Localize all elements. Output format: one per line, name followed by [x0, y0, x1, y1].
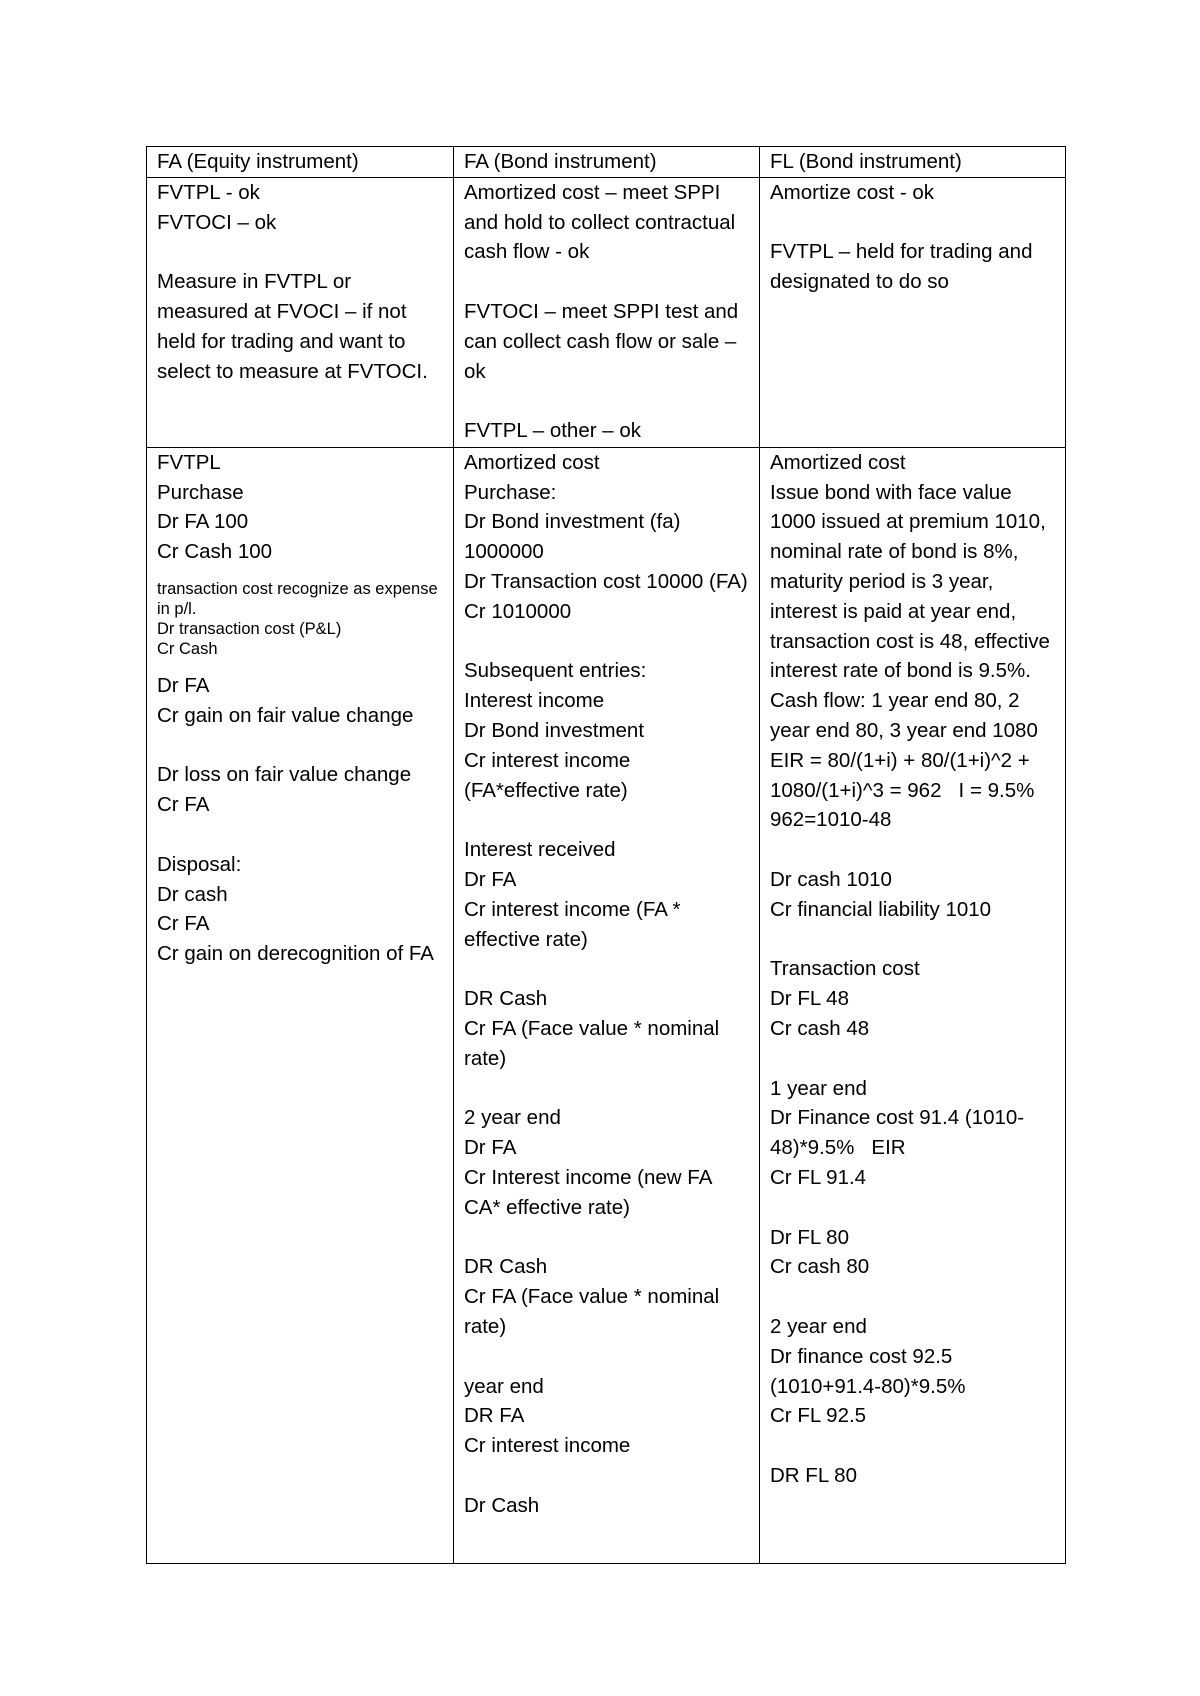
blank-line — [464, 627, 750, 657]
blank-line — [770, 1193, 1056, 1223]
blank-line — [770, 1282, 1056, 1312]
text-line: Cr 1010000 — [464, 599, 572, 623]
blank-line — [464, 386, 750, 416]
text-line: Dr cash — [157, 882, 228, 906]
header-row — [147, 147, 1066, 178]
text-line: Dr finance cost 92.5 (1010+91.4-80)*9.5% — [770, 1344, 966, 1398]
blank-line — [770, 925, 1056, 955]
text-line: Dr transaction cost (P&L) — [157, 619, 342, 638]
text-line: Amortize cost - ok — [770, 180, 935, 204]
text-line: Amortized cost — [464, 450, 600, 474]
text-line: DR FA — [464, 1404, 525, 1428]
text-line: Dr Bond investment (fa) 1000000 — [464, 510, 687, 564]
text-line: Cr cash 80 — [770, 1255, 870, 1279]
blank-line — [464, 1461, 750, 1491]
cell-equity-classification — [147, 177, 454, 447]
cell-equity-entries — [147, 447, 454, 1563]
text-line: FVTOCI – ok — [157, 210, 277, 234]
text-line: Transaction cost — [770, 957, 920, 981]
text-line: Cr FA — [157, 912, 210, 936]
blank-line — [157, 731, 444, 761]
text-line: FVTPL – held for trading and designated to do so — [770, 240, 1039, 294]
blank-line — [157, 820, 444, 850]
text-line: Cr interest income — [464, 1434, 631, 1458]
text-line: Subsequent entries: — [464, 659, 647, 683]
text-line: DR FL 80 — [770, 1463, 857, 1487]
text-line: Dr FA — [464, 867, 517, 891]
text-line: Cr Cash — [157, 639, 218, 658]
text-line: Dr FA — [464, 1136, 517, 1160]
text-line: 1 year end — [770, 1076, 867, 1100]
text-line: FVTPL – other – ok — [464, 419, 641, 443]
classification-row — [147, 177, 1066, 447]
text-line: (FA*effective rate) — [464, 778, 628, 802]
text-line: Issue bond with face value 1000 issued at premium 1010, nominal rate of bond is 8%, maturity period is 3 year, interest is paid at year end, transaction cost is 48, effective interest rate of bond is 9.5%. — [770, 480, 1056, 683]
blank-line — [464, 1074, 750, 1104]
entries-row — [147, 447, 1066, 1563]
text-line: year end — [464, 1374, 544, 1398]
blank-line — [770, 208, 1056, 238]
text-line: Dr cash 1010 — [770, 867, 892, 891]
blank-line — [464, 1342, 750, 1372]
blank-line — [770, 1431, 1056, 1461]
header-cell-fl-bond: FL (Bond instrument) — [760, 147, 1066, 178]
text-line: Cr Interest income (new FA CA* effective rate) — [464, 1165, 717, 1219]
text-line: Dr Bond investment — [464, 718, 645, 742]
text-line: DR Cash — [464, 987, 548, 1011]
text-line: Cr FL 92.5 — [770, 1404, 867, 1428]
text-line: Dr loss on fair value change — [157, 763, 412, 787]
text-line: Dr FL 80 — [770, 1225, 849, 1249]
text-line: Cr interest income — [464, 748, 631, 772]
cell-fa-bond-entries — [454, 447, 760, 1563]
text-line: Measure in FVTPL or measured at FVOCI – if not held for trading and want to select to measure at FVTOCI. — [157, 270, 428, 383]
text-line: FVTPL — [157, 450, 221, 474]
text-line: Dr Cash — [464, 1493, 540, 1517]
text-line: Purchase — [157, 480, 244, 504]
blank-line — [157, 237, 444, 267]
text-line: Cr cash 48 — [770, 1016, 870, 1040]
cell-fl-bond-entries — [760, 447, 1066, 1563]
text-line: Dr FA 100 — [157, 510, 249, 534]
text-line: Dr Transaction cost 10000 (FA) — [464, 569, 748, 593]
text-line: Interest income — [464, 689, 605, 713]
text-line: 2 year end — [770, 1314, 867, 1338]
blank-line — [464, 267, 750, 297]
text-line: Amortized cost – meet SPPI and hold to collect contractual cash flow - ok — [464, 180, 741, 264]
cell-fa-bond-classification — [454, 177, 760, 447]
accounting-table — [146, 146, 1066, 1564]
text-line: Cr FA — [157, 793, 210, 817]
blank-line — [770, 835, 1056, 865]
text-line: Cr Cash 100 — [157, 540, 273, 564]
text-line: Cr gain on derecognition of FA — [157, 942, 434, 966]
blank-line — [464, 805, 750, 835]
text-line: Cash flow: 1 year end 80, 2 year end 80, 3 year end 1080 — [770, 689, 1038, 742]
text-line: 2 year end — [464, 1106, 561, 1130]
header-cell-fa-bond: FA (Bond instrument) — [454, 147, 760, 178]
text-line: FVTOCI – meet SPPI test and can collect cash flow or sale – ok — [464, 299, 744, 383]
text-line: Dr Finance cost 91.4 (1010-48)*9.5% EIR — [770, 1106, 1025, 1160]
text-line: Cr interest income (FA * effective rate) — [464, 897, 687, 951]
text-line: Amortized cost — [770, 450, 906, 474]
text-line: Cr FL 91.4 — [770, 1165, 867, 1189]
text-line: Cr gain on fair value change — [157, 703, 414, 727]
text-line: Cr financial liability 1010 — [770, 897, 992, 921]
text-line: Interest received — [464, 838, 616, 862]
text-line: Dr FL 48 — [770, 987, 849, 1011]
text-line: EIR = 80/(1+i) + 80/(1+i)^2 + 1080/(1+i)^3 = 962 I = 9.5% — [770, 748, 1036, 802]
text-line: transaction cost recognize as expense in p/l. — [157, 579, 443, 618]
text-line: DR Cash — [464, 1255, 548, 1279]
text-line: Purchase: — [464, 480, 557, 504]
blank-line — [770, 1044, 1056, 1074]
cell-fl-bond-classification — [760, 177, 1066, 447]
text-line: 962=1010-48 — [770, 808, 892, 832]
text-line: Cr FA (Face value * nominal rate) — [464, 1016, 725, 1070]
header-cell-equity: FA (Equity instrument) — [147, 147, 454, 178]
text-line: Cr FA (Face value * nominal rate) — [464, 1285, 725, 1338]
text-line: FVTPL - ok — [157, 180, 260, 204]
text-line: Disposal: — [157, 852, 242, 876]
text-line: Dr FA — [157, 673, 210, 697]
blank-line — [464, 1223, 750, 1253]
blank-line — [464, 954, 750, 984]
